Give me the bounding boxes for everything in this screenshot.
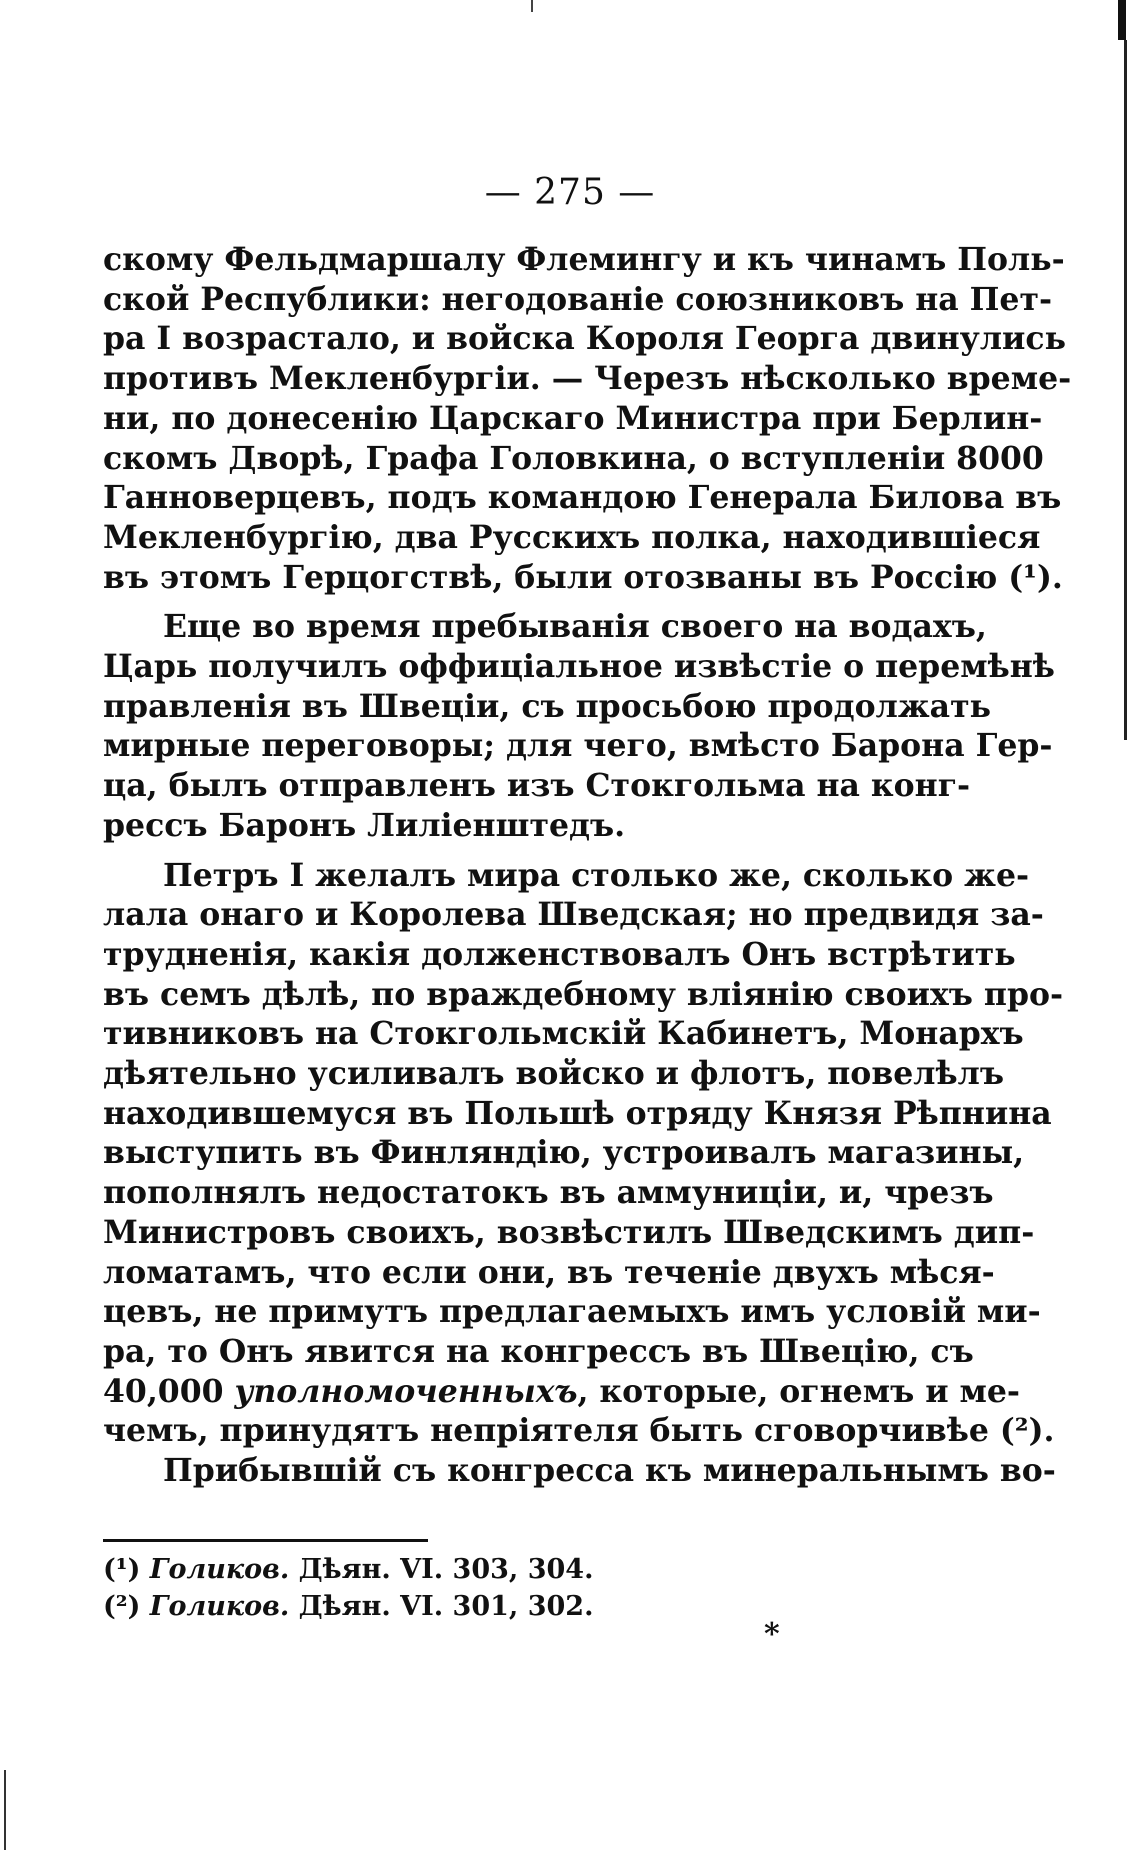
footnote-ref: Дѣян. VI. 301, 302. xyxy=(298,1591,594,1622)
text-line: ломатамъ, что если они, въ теченіе двухъ мѣся- xyxy=(103,1253,995,1291)
footnote-mark: (²) xyxy=(103,1591,141,1622)
text-line: въ семъ дѣлѣ, по враждебному вліянію своихъ про- xyxy=(103,975,1064,1013)
text-line-mixed xyxy=(103,1372,1021,1412)
text-line: правленія въ Швеціи, съ просьбою продолжать xyxy=(103,687,991,725)
text-line: дѣятельно усиливалъ войско и флотъ, повелѣлъ xyxy=(103,1055,1004,1093)
text-line: въ этомъ Герцогствѣ, были отозваны въ Россію (¹). xyxy=(103,558,1063,596)
text-line: противъ Мекленбургіи. — Черезъ нѣсколько време- xyxy=(103,360,1072,398)
text-line: ра I возрастало, и войска Короля Георга двинулись xyxy=(103,320,1066,358)
scan-edge-right xyxy=(1118,0,1126,40)
footnote-ref: Дѣян. VI. 303, 304. xyxy=(298,1554,594,1585)
scan-edge-left xyxy=(4,1770,6,1850)
text-line: тивниковъ на Стокгольмскій Кабинетъ, Монархъ xyxy=(103,1015,1024,1053)
scan-edge-right-line xyxy=(1124,40,1127,740)
footnote-author: Голиков. xyxy=(149,1554,290,1585)
text-line: пополнялъ недостатокъ въ аммуниціи, и, чрезъ xyxy=(103,1174,994,1212)
footnote-1 xyxy=(103,1551,593,1588)
text-line: Царь получилъ оффиціальное извѣстіе о перемѣнѣ xyxy=(103,648,1055,686)
footnotes xyxy=(103,1551,593,1625)
text-line: Петръ I желалъ мира столько же, сколько же- xyxy=(163,856,1030,894)
text-line: ра, то Онъ явится на конгрессъ въ Швецію, съ xyxy=(103,1332,974,1370)
main-text xyxy=(103,240,1072,1491)
scan-artifact-top xyxy=(531,0,533,12)
text-line: лала онаго и Королева Шведская; но предвидя за- xyxy=(103,896,1044,934)
footnote-author: Голиков. xyxy=(149,1591,290,1622)
footnote-2 xyxy=(103,1588,593,1625)
text-line: находившемуся въ Польшѣ отряду Князя Рѣпнина xyxy=(103,1094,1052,1132)
footnote-mark: (¹) xyxy=(103,1554,141,1585)
text-line: мирные переговоры; для чего, вмѣсто Барона Гер- xyxy=(103,727,1053,765)
text-line: скому Фельдмаршалу Флемингу и къ чинамъ Поль- xyxy=(103,241,1065,278)
signature-mark: * xyxy=(764,1617,780,1652)
italic-word: уполномоченныхъ xyxy=(234,1372,578,1410)
text-line: скомъ Дворѣ, Графа Головкина, о вступленіи 8000 xyxy=(103,439,1044,477)
footnote-divider xyxy=(103,1539,428,1542)
text-line: цевъ, не примутъ предлагаемыхъ имъ условій ми- xyxy=(103,1293,1041,1331)
text-line: Еще во время пребыванія своего на водахъ, xyxy=(163,608,987,646)
text-line: Министровъ своихъ, возвѣстилъ Шведскимъ дип- xyxy=(103,1213,1035,1251)
text-line: рессъ Баронъ Лиліенштедъ. xyxy=(103,806,626,844)
text-line: трудненія, какія долженствовалъ Онъ встрѣтить xyxy=(103,935,1016,973)
text-line: ца, былъ отправленъ изъ Стокгольма на конг- xyxy=(103,767,971,805)
text-line: выступить въ Финляндію, устроивалъ магазины, xyxy=(103,1134,1025,1172)
text-segment: , которые, огнемъ и ме- xyxy=(577,1372,1021,1410)
text-line: ской Республики: негодованіе союзниковъ на Пет- xyxy=(103,280,1053,318)
text-segment: 40,000 xyxy=(103,1372,235,1410)
text-line: Прибывшій съ конгресса къ минеральнымъ во- xyxy=(163,1452,1056,1490)
text-line: чемъ, принудятъ непріятеля быть сговорчивѣе (²). xyxy=(103,1412,1055,1450)
page-number: — 275 — xyxy=(484,172,656,213)
text-line: Мекленбургію, два Русскихъ полка, находившіеся xyxy=(103,518,1041,556)
text-line: ни, по донесенію Царскаго Министра при Берлин- xyxy=(103,399,1043,437)
text-line: Ганноверцевъ, подъ командою Генерала Билова въ xyxy=(103,479,1062,517)
